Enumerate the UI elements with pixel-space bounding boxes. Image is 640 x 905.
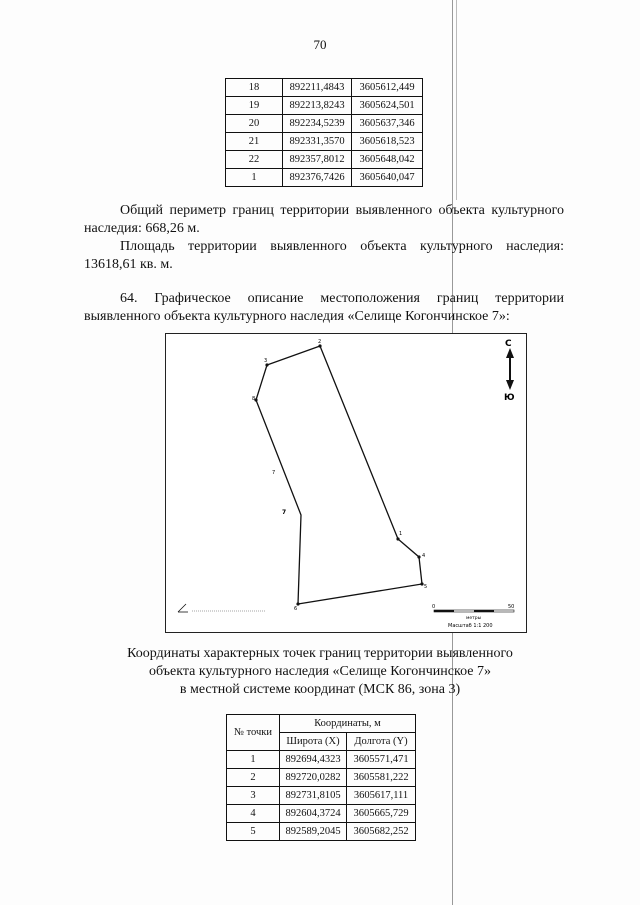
- table-cell: 892213,8243: [283, 97, 352, 115]
- perimeter-paragraph: Общий периметр границ территории выявленного объекта культурного наследия: 668,26 м.: [84, 203, 564, 236]
- table-cell: 4: [227, 805, 280, 823]
- table-cell: 20: [226, 115, 283, 133]
- coordinates-caption: [90, 645, 550, 699]
- table-cell: 3605640,047: [352, 169, 423, 187]
- point-label: 6: [294, 606, 298, 612]
- table-cell: 19: [226, 97, 283, 115]
- site-label: 7: [282, 509, 287, 516]
- table-cell: 3605665,729: [347, 805, 416, 823]
- table-cell: 892211,4843: [283, 79, 352, 97]
- table-row: [227, 787, 416, 805]
- table-row: [226, 115, 423, 133]
- table-cell: 892357,8012: [283, 151, 352, 169]
- point-label: 5: [424, 584, 428, 590]
- table-cell: 3605617,111: [347, 787, 416, 805]
- header-latitude: Широта (X): [280, 733, 347, 751]
- table-cell: 1: [227, 751, 280, 769]
- scan-edge-line-2: [456, 0, 457, 200]
- compass-north-label: С: [505, 339, 512, 349]
- caption-line-2: объекта культурного наследия «Селище Когончинское 7»: [149, 664, 491, 679]
- scale-tick-label: 0: [432, 604, 436, 610]
- table-row: [226, 97, 423, 115]
- table-cell: 892376,7426: [283, 169, 352, 187]
- table-row: [226, 133, 423, 151]
- table-cell: 3605581,222: [347, 769, 416, 787]
- header-longitude: Долгота (Y): [347, 733, 416, 751]
- table-cell: 3605637,346: [352, 115, 423, 133]
- point-label: 2: [318, 339, 322, 345]
- north-arrow-icon: [506, 348, 514, 390]
- point-label: 3: [264, 358, 268, 364]
- area-paragraph: Площадь территории выявленного объекта культурного наследия: 13618,61 кв. м.: [84, 239, 564, 272]
- table-cell: 3605618,523: [352, 133, 423, 151]
- table-cell: 892331,3570: [283, 133, 352, 151]
- vertex-marker: [396, 537, 399, 540]
- table-row: [227, 805, 416, 823]
- table-cell: 3605648,042: [352, 151, 423, 169]
- table-header-row: [227, 715, 416, 733]
- scale-unit-label: метры: [466, 616, 482, 621]
- table-row: [227, 751, 416, 769]
- point-label: 8: [252, 396, 256, 402]
- caption-line-1: Координаты характерных точек границ территории выявленного: [127, 646, 513, 661]
- page-number: 70: [313, 37, 327, 52]
- table-cell: 3605612,449: [352, 79, 423, 97]
- site-boundary: [256, 346, 422, 604]
- legend-marker-icon: [178, 604, 266, 612]
- table-row: [227, 769, 416, 787]
- table-row: [226, 79, 423, 97]
- scale-tick-label: 50: [508, 604, 515, 610]
- table-cell: 1: [226, 169, 283, 187]
- table-cell: 5: [227, 823, 280, 841]
- header-point-number: № точки: [227, 715, 280, 751]
- point-label: 1: [399, 531, 403, 537]
- caption-line-3: в местной системе координат (МСК 86, зона 3): [179, 682, 461, 697]
- point-label: 7: [272, 470, 276, 476]
- table-cell: 3605571,471: [347, 751, 416, 769]
- table-cell: 21: [226, 133, 283, 151]
- scale-bar: [434, 610, 514, 612]
- scale-text: Масштаб 1:1 200: [448, 623, 493, 629]
- table-cell: 2: [227, 769, 280, 787]
- table-cell: 18: [226, 79, 283, 97]
- table-cell: 22: [226, 151, 283, 169]
- vertex-marker: [417, 555, 420, 558]
- boundary-map-svg: [166, 334, 526, 632]
- table-cell: 892694,4323: [280, 751, 347, 769]
- table-cell: 3: [227, 787, 280, 805]
- table-cell: 892731,8105: [280, 787, 347, 805]
- table-cell: 892720,0282: [280, 769, 347, 787]
- table-cell: 892589,2045: [280, 823, 347, 841]
- table-row: [226, 151, 423, 169]
- compass-south-label: Ю: [504, 393, 515, 403]
- table-cell: 892604,3724: [280, 805, 347, 823]
- header-coordinates: Координаты, м: [280, 715, 416, 733]
- table-row: [227, 823, 416, 841]
- table-cell: 3605682,252: [347, 823, 416, 841]
- table-cell: 892234,5239: [283, 115, 352, 133]
- table-cell: 3605624,501: [352, 97, 423, 115]
- coordinates-table-continued: [225, 78, 423, 187]
- boundary-map: [165, 333, 527, 633]
- table-row: [226, 169, 423, 187]
- section-64-paragraph: 64. Графическое описание местоположения границ территории выявленного объекта культурного наследия «Селище Когончинское 7»:: [84, 291, 564, 324]
- point-label: 4: [422, 553, 426, 559]
- coordinates-table: [226, 714, 416, 841]
